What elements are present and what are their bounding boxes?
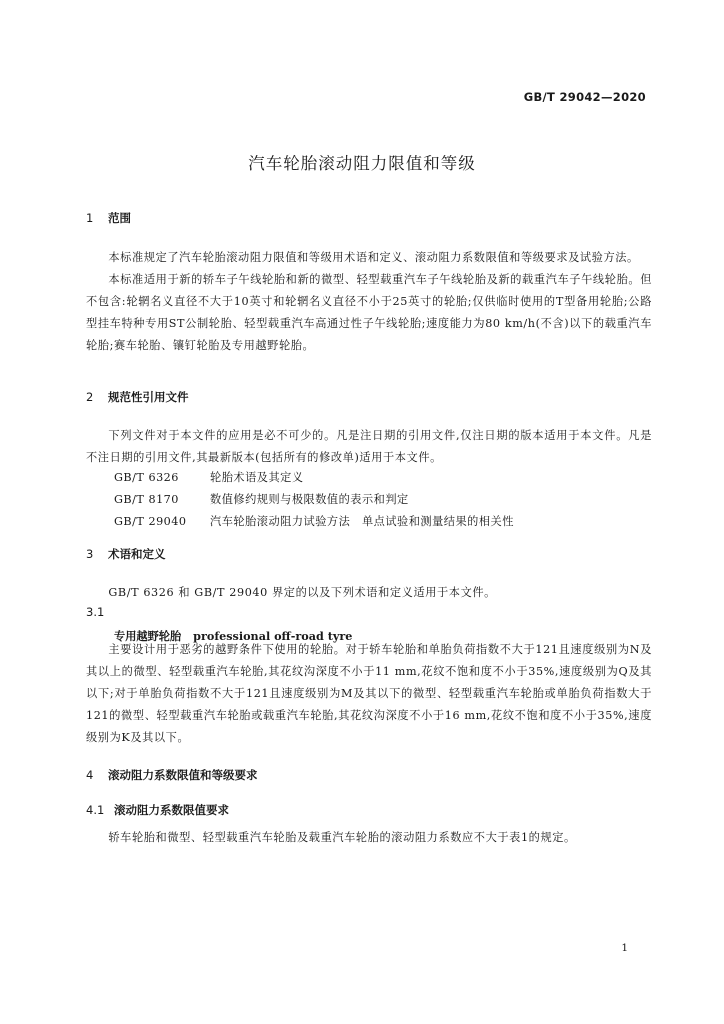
subsection-title: 滚动阻力系数限值要求 — [114, 803, 229, 817]
reference-title: 轮胎术语及其定义 — [210, 471, 304, 484]
section-title: 范围 — [108, 211, 131, 225]
paragraph: 轿车轮胎和微型、轻型载重汽车轮胎及载重汽车轮胎的滚动阻力系数应不大于表1的规定。 — [108, 831, 576, 844]
reference-item — [114, 491, 409, 507]
document-title: 汽车轮胎滚动阻力限值和等级 — [248, 154, 476, 173]
page-number: 1 — [621, 942, 628, 954]
reference-code: GB/T 6326 — [114, 471, 179, 484]
term-en: professional off-road tyre — [193, 629, 353, 643]
reference-code: GB/T 8170 — [114, 493, 179, 506]
term-definition — [86, 639, 652, 749]
section-number: 1 — [86, 211, 94, 225]
reference-item — [114, 469, 304, 485]
term-zh: 专用越野轮胎 — [114, 630, 182, 643]
paragraph: 本标准适用于新的轿车子午线轮胎和新的微型、轻型载重汽车子午线轮胎及新的载重汽车子午线轮胎。但不包含:轮辋名义直径不大于10英寸和轮辋名义直径不小于25英寸的轮胎;仅供临时使用的T型备用轮胎;公路型挂车特种专用ST公制轮胎、轻型载重汽车高通过性子午线轮胎;速度能力为80 km/h(不含)以下的载重汽车轮胎;赛车轮胎、镶钉轮胎及专用越野轮胎。 — [86, 273, 652, 352]
section-title: 规范性引用文件 — [108, 390, 189, 404]
paragraph: GB/T 6326 和 GB/T 29040 界定的以及下列术语和定义适用于本文件。 — [108, 586, 496, 599]
reference-code: GB/T 29040 — [114, 515, 187, 528]
standard-code: GB/T 29042—2020 — [523, 90, 646, 104]
reference-item — [114, 513, 514, 529]
section-1-heading — [86, 210, 131, 226]
subsection-4-1-body — [86, 827, 652, 849]
section-number: 3 — [86, 547, 94, 561]
term-number: 3.1 — [86, 605, 105, 619]
subsection-4-1-heading — [86, 802, 229, 818]
paragraph: 本标准规定了汽车轮胎滚动阻力限值和等级用术语和定义、滚动阻力系数限值和等级要求及试验方法。 — [108, 251, 639, 264]
section-3-heading — [86, 546, 166, 562]
section-title: 滚动阻力系数限值和等级要求 — [108, 768, 258, 782]
section-title: 术语和定义 — [108, 547, 166, 561]
section-number: 2 — [86, 390, 94, 404]
paragraph: 主要设计用于恶劣的越野条件下使用的轮胎。对于轿车轮胎和单胎负荷指数不大于121且速度级别为N及其以上的微型、轻型载重汽车轮胎,其花纹沟深度不小于11 mm,花纹不饱和度不小于35%,速度级别为Q及其以下;对于单胎负荷指数不大于121且速度级别为M及其以下的微型、轻型载重汽车轮胎或单胎负荷指数大于121的微型、轻型载重汽车轮胎或载重汽车轮胎,其花纹沟深度不小于16 mm,花纹不饱和度不小于35%,速度级别为K及其以下。 — [86, 643, 652, 744]
reference-title: 数值修约规则与极限数值的表示和判定 — [210, 493, 409, 506]
reference-title: 汽车轮胎滚动阻力试验方法 单点试验和测量结果的相关性 — [210, 515, 514, 528]
section-1-body — [86, 247, 652, 357]
section-2-heading — [86, 389, 189, 405]
section-4-heading — [86, 767, 258, 783]
section-3-body — [86, 582, 652, 604]
section-number: 4 — [86, 768, 94, 782]
section-2-body — [86, 425, 652, 469]
subsection-number: 4.1 — [86, 803, 105, 817]
paragraph: 下列文件对于本文件的应用是必不可少的。凡是注日期的引用文件,仅注日期的版本适用于本文件。凡是不注日期的引用文件,其最新版本(包括所有的修改单)适用于本文件。 — [86, 429, 652, 464]
